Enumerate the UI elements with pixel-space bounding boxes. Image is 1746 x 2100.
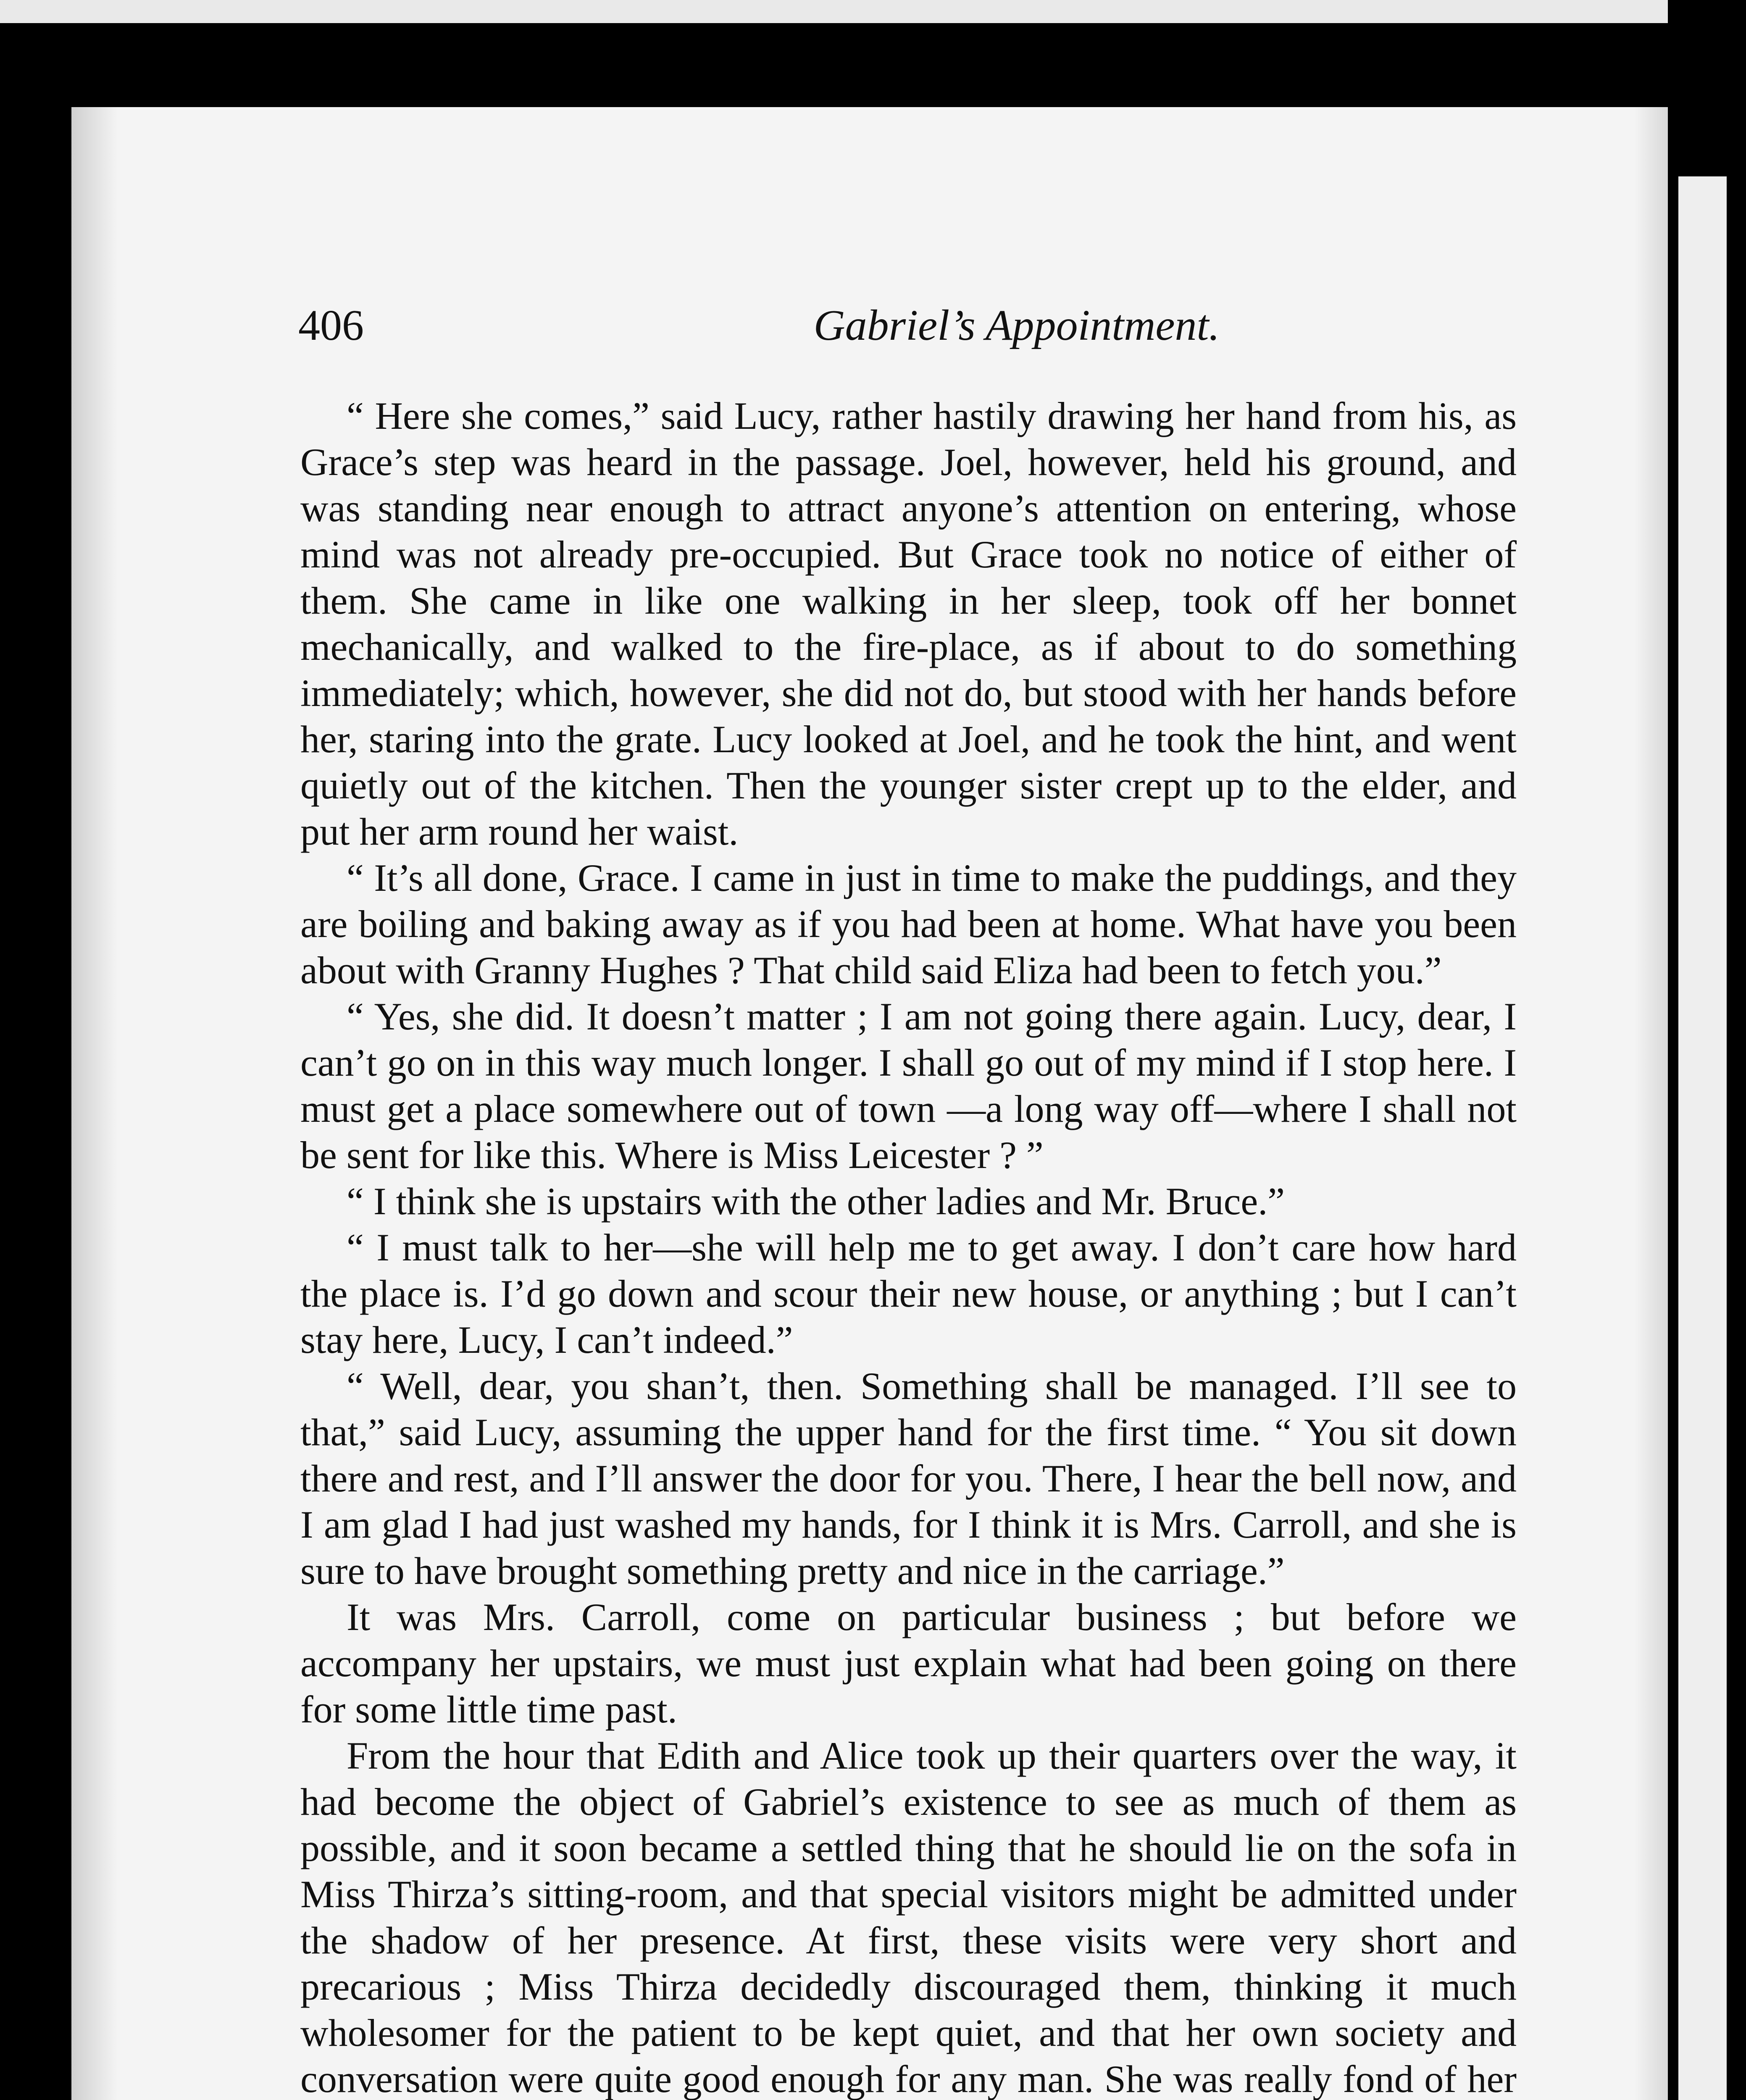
paragraph: “ Here she comes,” said Lucy, rather hastily drawing her hand from his, as Grace’s step was heard in the passage. Joel, however, held his ground, and was standing near enough to attract anyone’s attention on entering, whose mind was not already pre-occupied. But Grace took no notice of either of them. She came in like one walking in her sleep, took off her bonnet mechanically, and walked to the fire-place, as if about to do something immediately; which, however, she did not do, but stood with her hands before her, staring into the grate. Lucy looked at Joel, and he took the hint, and went quietly out of the kitchen. Then the younger sister crept up to the elder, and put her arm round her waist. (300, 394, 1517, 853)
paragraph: From the hour that Edith and Alice took up their quarters over the way, it had become the object of Gabriel’s existence to see as much of them as possible, and it soon became a settled thing that he should lie on the sofa in Miss Thirza’s sitting-room, and that special visitors might be admitted under the shadow of her presence. At first, these visits were very short and precarious ; Miss Thirza decidedly discouraged them, thinking it much wholesomer for the patient to be kept quiet, and that her own society and conversation were quite good enough for any man. She was really fond of her (300, 1734, 1517, 2100)
running-head (298, 300, 1517, 359)
paragraph: “ It’s all done, Grace. I came in just in time to make the puddings, and they are boiling and baking away as if you had been at home. What have you been about with Granny Hughes ? That child said Eliza had been to fetch you.” (300, 856, 1517, 992)
scan-top-border (0, 23, 1746, 107)
page-number: 406 (298, 301, 364, 349)
adjacent-page-edge (1678, 176, 1727, 2100)
page-right-shadow (1634, 107, 1668, 2100)
paragraph: “ I think she is upstairs with the other ladies and Mr. Bruce.” (347, 1180, 1285, 1223)
body-text (300, 393, 1517, 2100)
scan-top-edge (0, 0, 1746, 23)
paragraph: “ I must talk to her—she will help me to get away. I don’t care how hard the place is. I’d go down and scour their new house, or anything ; but I can’t stay here, Lucy, I can’t indeed.” (300, 1226, 1517, 1361)
running-title: Gabriel’s Appointment. (813, 301, 1220, 349)
paragraph: It was Mrs. Carroll, come on particular business ; but before we accompany her upstairs, we must just explain what had been going on there for some little time past. (300, 1596, 1517, 1731)
page-gutter-shadow (71, 107, 118, 2100)
paragraph: “ Well, dear, you shan’t, then. Something shall be managed. I’ll see to that,” said Lucy, assuming the upper hand for the first time. “ You sit down there and rest, and I’ll answer the door for you. There, I hear the bell now, and I am glad I had just washed my hands, for I think it is Mrs. Carroll, and she is sure to have brought something pretty and nice in the carriage.” (300, 1365, 1517, 1592)
paragraph: “ Yes, she did. It doesn’t matter ; I am not going there again. Lucy, dear, I can’t go on in this way much longer. I shall go out of my mind if I stop here. I must get a place somewhere out of town —a long way off—where I shall not be sent for like this. Where is Miss Leicester ? ” (300, 995, 1517, 1176)
